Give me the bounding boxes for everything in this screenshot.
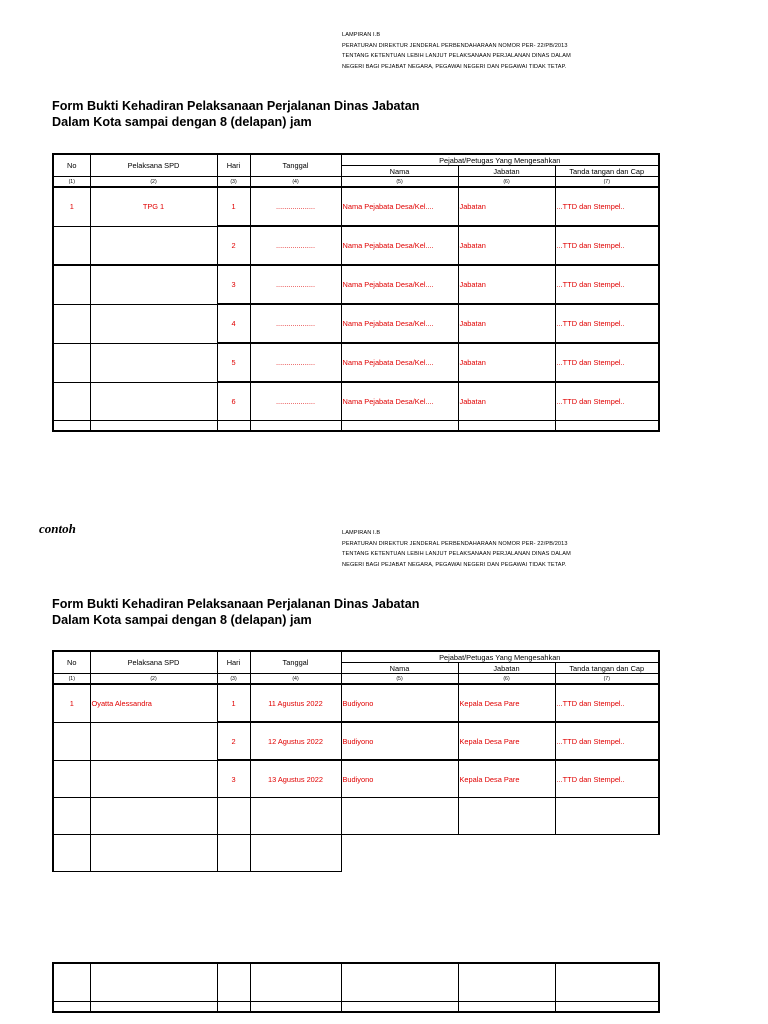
empty-cell (53, 963, 90, 1002)
empty-cell (250, 421, 341, 432)
cell-hari: 1 (217, 684, 250, 722)
header-pelaksana: Pelaksana SPD (90, 154, 217, 177)
col-number: (2) (90, 177, 217, 188)
cell-nama: Nama Pejabata Desa/Kel.... (341, 382, 458, 421)
cell-nama: Nama Pejabata Desa/Kel.... (341, 304, 458, 343)
cell-nama: Budiyono (341, 684, 458, 722)
cell-ttd: ...TTD dan Stempel.. (555, 684, 659, 722)
empty-cell (90, 421, 217, 432)
table-row (53, 760, 659, 798)
header-no: No (53, 651, 90, 674)
cell-pelaksana (90, 343, 217, 382)
cell-tanggal: ................... (250, 382, 341, 421)
cell-hari (217, 835, 250, 872)
header-hari: Hari (217, 651, 250, 674)
empty-cell (555, 1002, 659, 1013)
header-pelaksana: Pelaksana SPD (90, 651, 217, 674)
cell-no (53, 760, 90, 798)
table-row (53, 382, 659, 421)
header-jabatan: Jabatan (458, 166, 555, 177)
attendance-table-example (52, 650, 660, 872)
empty-cell (458, 421, 555, 432)
form-title-line2: Dalam Kota sampai dengan 8 (delapan) jam (52, 115, 312, 129)
cell-no: 1 (53, 187, 90, 226)
col-number: (7) (555, 177, 659, 188)
cell-no (53, 304, 90, 343)
cell-hari: 4 (217, 304, 250, 343)
table-row (53, 835, 659, 872)
header-no: No (53, 154, 90, 177)
lampiran-line: TENTANG KETENTUAN LEBIH LANJUT PELAKSANAAN PERJALANAN DINAS DALAM (342, 53, 571, 60)
cell-jabatan: Kepala Desa Pare (458, 722, 555, 760)
cell-ttd: ...TTD dan Stempel.. (555, 265, 659, 304)
cell-tanggal: 12 Agustus 2022 (250, 722, 341, 760)
empty-cell (90, 1002, 217, 1013)
table-row (53, 226, 659, 265)
cell-hari: 2 (217, 722, 250, 760)
cell-tanggal: ................... (250, 187, 341, 226)
empty-cell (217, 963, 250, 1002)
header-ttd: Tanda tangan dan Cap (555, 166, 659, 177)
empty-cell (458, 963, 555, 1002)
form-title-line1: Form Bukti Kehadiran Pelaksanaan Perjalanan Dinas Jabatan (52, 597, 420, 611)
col-number: (1) (53, 674, 90, 685)
table-fragment (52, 962, 660, 1013)
cell-no: 1 (53, 684, 90, 722)
cell-jabatan: Jabatan (458, 382, 555, 421)
cell-ttd (555, 835, 659, 872)
cell-nama: Nama Pejabata Desa/Kel.... (341, 343, 458, 382)
table-row (53, 343, 659, 382)
cell-tanggal (250, 835, 341, 872)
cell-hari: 1 (217, 187, 250, 226)
cell-nama: Nama Pejabata Desa/Kel.... (341, 265, 458, 304)
cell-pelaksana (90, 760, 217, 798)
table-row (53, 798, 659, 835)
cell-no (53, 835, 90, 872)
cell-tanggal: ................... (250, 265, 341, 304)
cell-no (53, 265, 90, 304)
cell-ttd: ...TTD dan Stempel.. (555, 343, 659, 382)
col-number: (6) (458, 177, 555, 188)
cell-ttd: ...TTD dan Stempel.. (555, 760, 659, 798)
cell-tanggal: 13 Agustus 2022 (250, 760, 341, 798)
cell-tanggal: ................... (250, 226, 341, 265)
col-number: (5) (341, 674, 458, 685)
empty-cell (217, 421, 250, 432)
cell-pelaksana (90, 226, 217, 265)
cell-jabatan: Kepala Desa Pare (458, 760, 555, 798)
cell-ttd: ...TTD dan Stempel.. (555, 722, 659, 760)
col-number: (6) (458, 674, 555, 685)
table-row (53, 304, 659, 343)
empty-cell (53, 1002, 90, 1013)
cell-ttd: ...TTD dan Stempel.. (555, 226, 659, 265)
cell-no (53, 382, 90, 421)
lampiran-line: PERATURAN DIREKTUR JENDERAL PERBENDAHARAAN NOMOR PER- 22/PB/2013 (342, 42, 568, 49)
header-jabatan: Jabatan (458, 663, 555, 674)
table-row (53, 722, 659, 760)
cell-pelaksana (90, 382, 217, 421)
cell-pelaksana: TPG 1 (90, 187, 217, 226)
cell-jabatan: Jabatan (458, 226, 555, 265)
col-number: (4) (250, 674, 341, 685)
col-number: (3) (217, 674, 250, 685)
header-ttd: Tanda tangan dan Cap (555, 663, 659, 674)
cell-jabatan: Jabatan (458, 304, 555, 343)
lampiran-line: LAMPIRAN I.B (342, 530, 381, 536)
header-pejabat-group: Pejabat/Petugas Yang Mengesahkan (341, 154, 659, 166)
cell-ttd: ...TTD dan Stempel.. (555, 382, 659, 421)
header-tanggal: Tanggal (250, 651, 341, 674)
col-number: (3) (217, 177, 250, 188)
cell-jabatan: Jabatan (458, 265, 555, 304)
col-number: (1) (53, 177, 90, 188)
empty-cell (250, 1002, 341, 1013)
cell-nama (341, 835, 458, 872)
lampiran-line: TENTANG KETENTUAN LEBIH LANJUT PELAKSANAAN PERJALANAN DINAS DALAM (342, 551, 571, 558)
empty-cell (555, 421, 659, 432)
lampiran-block (342, 528, 571, 570)
lampiran-line: NEGERI BAGI PEJABAT NEGARA, PEGAWAI NEGERI DAN PEGAWAI TIDAK TETAP. (342, 63, 567, 70)
lampiran-line: LAMPIRAN I.B (342, 32, 381, 38)
empty-cell (341, 963, 458, 1002)
cell-nama: Nama Pejabata Desa/Kel.... (341, 187, 458, 226)
cell-pelaksana (90, 722, 217, 760)
header-tanggal: Tanggal (250, 154, 341, 177)
cell-ttd: ...TTD dan Stempel.. (555, 187, 659, 226)
cell-hari: 6 (217, 382, 250, 421)
col-number: (4) (250, 177, 341, 188)
table-row (53, 187, 659, 226)
cell-jabatan (458, 835, 555, 872)
cell-hari (217, 798, 250, 835)
form-title-line1: Form Bukti Kehadiran Pelaksanaan Perjalanan Dinas Jabatan (52, 99, 420, 113)
cell-pelaksana (90, 835, 217, 872)
form-title (52, 596, 419, 628)
empty-cell (250, 963, 341, 1002)
empty-cell (341, 1002, 458, 1013)
cell-tanggal (250, 798, 341, 835)
form-title (52, 98, 419, 130)
cell-no (53, 798, 90, 835)
lampiran-line: PERATURAN DIREKTUR JENDERAL PERBENDAHARAAN NOMOR PER- 22/PB/2013 (342, 540, 568, 547)
header-nama: Nama (341, 663, 458, 674)
cell-nama: Budiyono (341, 760, 458, 798)
form-title-line2: Dalam Kota sampai dengan 8 (delapan) jam (52, 613, 312, 627)
cell-jabatan: Jabatan (458, 343, 555, 382)
cell-jabatan: Kepala Desa Pare (458, 684, 555, 722)
cell-no (53, 722, 90, 760)
lampiran-line: NEGERI BAGI PEJABAT NEGARA, PEGAWAI NEGERI DAN PEGAWAI TIDAK TETAP. (342, 561, 567, 568)
cell-no (53, 343, 90, 382)
cell-pelaksana: Oyatta Alessandra (90, 684, 217, 722)
cell-nama: Budiyono (341, 722, 458, 760)
contoh-label: contoh (39, 521, 76, 536)
empty-cell (341, 421, 458, 432)
empty-cell (217, 1002, 250, 1013)
cell-nama (341, 798, 458, 835)
cell-pelaksana (90, 304, 217, 343)
col-number: (7) (555, 674, 659, 685)
cell-tanggal: ................... (250, 304, 341, 343)
header-pejabat-group: Pejabat/Petugas Yang Mengesahkan (341, 651, 659, 663)
cell-tanggal: 11 Agustus 2022 (250, 684, 341, 722)
cell-pelaksana (90, 798, 217, 835)
table-row (53, 684, 659, 722)
header-nama: Nama (341, 166, 458, 177)
cell-no (53, 226, 90, 265)
table-row-spacer (53, 421, 659, 432)
col-number: (5) (341, 177, 458, 188)
col-number: (2) (90, 674, 217, 685)
cell-hari: 3 (217, 760, 250, 798)
attendance-table (52, 153, 660, 432)
cell-ttd: ...TTD dan Stempel.. (555, 304, 659, 343)
cell-jabatan: Jabatan (458, 187, 555, 226)
cell-pelaksana (90, 265, 217, 304)
empty-cell (458, 1002, 555, 1013)
empty-cell (90, 963, 217, 1002)
cell-tanggal: ................... (250, 343, 341, 382)
cell-jabatan (458, 798, 555, 835)
cell-nama: Nama Pejabata Desa/Kel.... (341, 226, 458, 265)
cell-hari: 3 (217, 265, 250, 304)
cell-hari: 2 (217, 226, 250, 265)
empty-cell (555, 963, 659, 1002)
lampiran-block (342, 30, 571, 72)
cell-hari: 5 (217, 343, 250, 382)
table-row (53, 265, 659, 304)
cell-ttd (555, 798, 659, 835)
header-hari: Hari (217, 154, 250, 177)
empty-cell (53, 421, 90, 432)
